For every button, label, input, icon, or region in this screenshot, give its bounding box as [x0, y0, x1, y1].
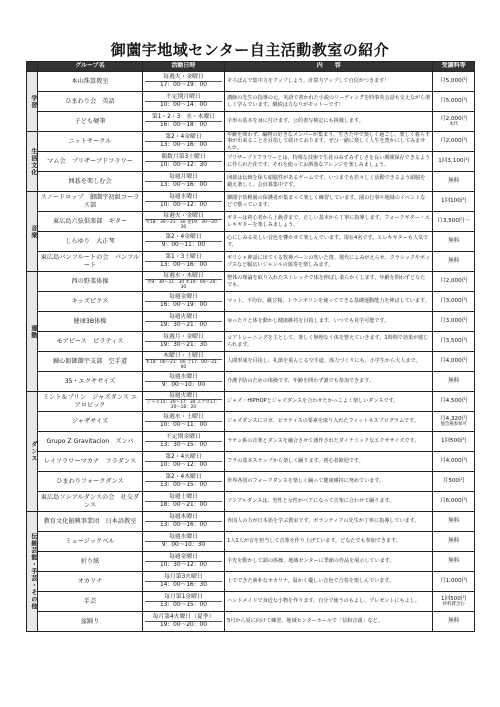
- schedule-cell: [142, 332, 224, 352]
- table-header-row: [27, 62, 475, 72]
- fee: [433, 612, 475, 632]
- fee-value: 1回500円: [440, 438, 467, 445]
- group-name: 東広島六弦倶楽部 ギター: [38, 212, 143, 232]
- group-name: 本山珠算教室: [38, 72, 143, 92]
- group-name: 東広島バンフルートの会 パンフルート: [38, 252, 143, 272]
- schedule-cell: [142, 192, 224, 212]
- fee: [433, 592, 475, 612]
- schedule-time: 16：00～19：00: [159, 302, 207, 308]
- table-row: [27, 572, 475, 592]
- schedule-time: 13：00～15：00: [159, 602, 207, 608]
- fee-value: 無料: [448, 558, 460, 565]
- fee-value: 月4,000円: [440, 358, 468, 365]
- header-group: グループ名: [38, 62, 143, 72]
- description: 世界各国のフォークダンスを楽しく踊って健康維持に努めています。: [225, 472, 433, 492]
- fee: [433, 92, 475, 112]
- description: コアトレーニングを主として、楽しく無理なく体を整えていきます。1時間で効果が感じられます。: [225, 332, 433, 352]
- group-name: キッズピクス: [38, 292, 143, 312]
- description: ソシアルダンスは、男性と女性がペアになって音楽に合わせて踊ります。: [225, 492, 433, 512]
- description: フラの基本ステップから楽しく踊ります。初心者歓迎です。: [225, 452, 433, 472]
- table-row: [27, 612, 475, 632]
- group-name: 健康3B体操: [38, 312, 143, 332]
- fee-value: 月1,000円: [440, 578, 468, 585]
- fee: [433, 192, 475, 212]
- fee: [433, 292, 475, 312]
- fee-value: 月3,500円: [440, 338, 468, 345]
- fee: [433, 152, 475, 172]
- table-row: [27, 132, 475, 152]
- schedule-day: 毎週土曜日: [145, 494, 222, 502]
- schedule-day: 毎週水・土曜日: [145, 414, 222, 422]
- schedule-cell: [142, 352, 224, 372]
- table-row: [27, 172, 475, 192]
- description: 心にしみる美しい音色を響かせて楽しんでいます。現在4名です。エレキギターも人気です。: [225, 232, 433, 252]
- fee-note: 他会場参加可: [440, 422, 467, 428]
- schedule-time: 水9：30～11：30 木19：00～20：30: [147, 280, 220, 291]
- fee: [433, 252, 475, 272]
- schedule-day: 第1・2・3 水・木曜日: [145, 114, 222, 122]
- description: 土でできた素朴なオカリナ。温かく優しい音色で合奏を楽しんでいます。: [225, 572, 433, 592]
- description: ラテン系の音楽とダンスを融合させて創作されたダイナミックなエクササイズです。: [225, 432, 433, 452]
- schedule-day: 毎週水曜日: [145, 194, 222, 202]
- fee: [433, 452, 475, 472]
- description: そろばんで集中力をアップしよう。計算力アップして自信がつきます！: [225, 72, 433, 92]
- schedule-day: 毎週火・金曜日: [145, 74, 222, 82]
- schedule-time: 9：00～10：30: [161, 542, 206, 548]
- table-row: [27, 532, 475, 552]
- table-row: [27, 92, 475, 112]
- schedule-time: 13：00～15：00: [159, 482, 207, 488]
- group-name: 35・エクササイズ: [38, 372, 143, 392]
- schedule-day: 毎週木曜日: [145, 514, 222, 522]
- fee: [433, 332, 475, 352]
- category-label: [27, 192, 38, 272]
- fee-value: 無料: [448, 518, 460, 525]
- schedule-time: 9：00～11：00: [161, 242, 206, 248]
- description: 人間形成を目指し、礼節を重んじる空手道。体力づくりにも。小学生から大人まで。: [225, 352, 433, 372]
- schedule-day: 毎週水・木曜日: [145, 273, 222, 281]
- description: 外国人の方が日本語を学ぶ教室です。ボランティアの先生が丁寧に指導しています。: [225, 512, 433, 532]
- category-label: [27, 512, 38, 632]
- schedule-cell: [142, 72, 224, 92]
- group-name: ジャザサイズ: [38, 412, 143, 432]
- group-name: オカリナ: [38, 572, 143, 592]
- schedule-cell: [142, 552, 224, 572]
- fee-value: 1回100円: [440, 198, 467, 205]
- group-name: 折り紙: [38, 552, 143, 572]
- description: 御薗宇幼稚園の保護者が集まって楽しく練習しています。園の行事や地域のイベントなどで歌っています。: [225, 192, 433, 212]
- schedule-time: 13：30～15：00: [159, 442, 207, 448]
- fee: [433, 432, 475, 452]
- schedule-time: 19：00～20：00: [159, 622, 207, 628]
- table-row: [27, 452, 475, 472]
- category-label-text: 生活文化: [29, 147, 37, 176]
- table-row: [27, 592, 475, 612]
- fee: [433, 172, 475, 192]
- group-name: 錬心館御薗宇支部 空手道: [38, 352, 143, 372]
- fee: [433, 472, 475, 492]
- schedule-day: 毎月第1金曜日: [145, 594, 222, 602]
- schedule-cell: [142, 212, 224, 232]
- schedule-day: 不定期金曜日: [145, 434, 222, 442]
- fee: [433, 72, 475, 92]
- fee-value: 月3,000円: [440, 298, 468, 305]
- page-title: 御薗宇地域センター自主活動教室の紹介: [110, 41, 390, 59]
- table-row: [27, 252, 475, 272]
- fee: [433, 412, 475, 432]
- schedule-time: 13：00～16：00: [159, 182, 207, 188]
- fee-value: 無料: [448, 238, 460, 245]
- table-row: [27, 392, 475, 412]
- description: マット、平均台、跳び箱、トランポリンを使ってできる基礎運動能力を伸ばしています。: [225, 292, 433, 312]
- group-name: ミント＆プリン ジャズダンス エアロビック: [38, 392, 143, 412]
- group-name: モアピース ピラティス: [38, 332, 143, 352]
- schedule-day: 偶数月第3土曜日: [145, 154, 222, 162]
- schedule-time: 19：30～21：00: [159, 322, 207, 328]
- fee: [433, 372, 475, 392]
- schedule-cell: [142, 272, 224, 292]
- group-name: マム会 プリザーブドフラワー: [38, 152, 143, 172]
- schedule-cell: [142, 92, 224, 112]
- table-row: [27, 472, 475, 492]
- table-row: [27, 372, 475, 392]
- schedule-cell: [142, 252, 224, 272]
- fee-value: 無料: [448, 378, 460, 385]
- description: 介護予防のための体操です。年齢を問わず誰でも参加できます。: [225, 372, 433, 392]
- description: ギターは初心者から上級者まで、正しい基本から丁寧に指導します。フォークギター・エレキギターを楽しみましょう。: [225, 212, 433, 232]
- fee-value: 月3,500円～: [437, 218, 471, 225]
- schedule-cell: [142, 112, 224, 132]
- schedule-day: 毎週金曜日: [145, 294, 222, 302]
- category-label: [27, 132, 38, 192]
- fee-value: 無料: [448, 258, 460, 265]
- schedule-day: 第2・4金曜日: [145, 134, 222, 142]
- description: 1人1人が音を担当して音楽を作り上げています。どなたでも参加できます。: [225, 532, 433, 552]
- schedule-time: 10：00～12：30: [159, 162, 207, 168]
- table-row: [27, 552, 475, 572]
- schedule-day: 毎週水曜日: [145, 374, 222, 382]
- schedule-table: [26, 61, 475, 632]
- schedule-cell: [142, 232, 224, 252]
- schedule-day: 不定期月曜日: [145, 94, 222, 102]
- table-row: [27, 492, 475, 512]
- schedule-cell: [142, 452, 224, 472]
- header-content: 内 容: [225, 62, 433, 72]
- group-name: 教育文化振興事業団 日本語教室: [38, 512, 143, 532]
- fee-value: 無料: [448, 178, 460, 185]
- group-name: しらゆり 大正琴: [38, 232, 143, 252]
- description: ゆったりと体を動かし健康維持を目指します。いつでも見学可能です。: [225, 312, 433, 332]
- group-name: 子ども硬筆: [38, 112, 143, 132]
- category-label: [27, 72, 38, 132]
- schedule-day: 毎月第3火曜日: [145, 574, 222, 582]
- fee: [433, 312, 475, 332]
- schedule-time: 16：00～18：00: [159, 122, 207, 128]
- schedule-time: 10：30～12：00: [159, 562, 207, 568]
- fee: [433, 492, 475, 512]
- fee: [433, 512, 475, 532]
- fee-value: 無料: [448, 618, 460, 625]
- table-row: [27, 412, 475, 432]
- table-row: [27, 152, 475, 172]
- schedule-time: 木18：00～21：00 土17：00～21：00: [145, 360, 222, 371]
- fee-value: 月2,000円: [440, 138, 468, 145]
- fee: [433, 352, 475, 372]
- group-name: ひまわり会 英語: [38, 92, 143, 112]
- schedule-time: 13：00～16：00: [159, 522, 207, 528]
- fee-value: 月4,500円: [440, 398, 468, 405]
- schedule-day: 毎週月曜日: [145, 174, 222, 182]
- fee: [433, 132, 475, 152]
- fee-value: 1回3,100円: [438, 158, 470, 165]
- schedule-cell: [142, 372, 224, 392]
- schedule-cell: [142, 412, 224, 432]
- description: ジャズ・HIPHOPとジャズダンスを合わせたかっこよく楽しいダンスです。: [225, 392, 433, 412]
- header-category: [27, 62, 38, 72]
- category-label: [27, 272, 38, 392]
- table-row: [27, 212, 475, 232]
- schedule-cell: [142, 592, 224, 612]
- description: 年齢を問わず、編物の好きなメンバーが集まり、生きた中で楽しく過ごし、楽しく暮らす事が出来ることを目指して続けております。ぜひ一緒に楽しく人生を豊かにしてみませんか。: [225, 132, 433, 152]
- category-label-text: ダンス: [29, 441, 37, 462]
- schedule-day: 第2・4金曜日: [145, 234, 222, 242]
- schedule-time: 火18：30～21：30 金19：30～20：30: [145, 220, 222, 231]
- category-label-text: 運動: [29, 324, 37, 339]
- fee-value: 月3,000円: [440, 318, 468, 325]
- schedule-time: ジャズ15：30～17：30 エアロ17：30～18：20: [146, 400, 221, 411]
- schedule-day: 毎週月・金曜日: [145, 334, 222, 342]
- table-row: [27, 332, 475, 352]
- table-row: [27, 512, 475, 532]
- schedule-cell: [142, 492, 224, 512]
- schedule-time: 17：00～19：00: [159, 82, 207, 88]
- fee-value: 月4,000円: [440, 458, 468, 465]
- schedule-cell: [142, 152, 224, 172]
- schedule-day: 木曜日・土曜日: [145, 353, 222, 361]
- fee-note: 材料費含む: [442, 602, 465, 608]
- schedule-cell: [142, 512, 224, 532]
- schedule-day: 毎月第4火曜日（夏季）: [145, 614, 222, 622]
- schedule-time: 18：00～21：00: [159, 502, 207, 508]
- description: 整体の理論を取り入れたストレッチで体を伸ばし柔らかくします。年齢を問わずどなたでも。: [225, 272, 433, 292]
- schedule-cell: [142, 532, 224, 552]
- category-label: [27, 392, 38, 512]
- fee-note: 本代: [449, 122, 459, 128]
- group-name: レイフラワーマカナ フラダンス: [38, 452, 143, 472]
- group-name: 手芸: [38, 592, 143, 612]
- table-row: [27, 112, 475, 132]
- description: ハンドメイドで身近な小物を作ります。自分で使うのもよし、プレゼントにもよし。: [225, 592, 433, 612]
- schedule-day: 第2・4木曜日: [145, 474, 222, 482]
- schedule-cell: [142, 432, 224, 452]
- schedule-cell: [142, 392, 224, 412]
- table-row: [27, 432, 475, 452]
- category-label-text: 学習: [29, 94, 37, 109]
- table-row: [27, 72, 475, 92]
- description: 講師の先生の指導の元、英語で書かれた小説のリーディングを時事英会話も交えながら楽しく学んでいます。継続は力なりがモットーです！: [225, 92, 433, 112]
- group-name: ミュージックベル: [38, 532, 143, 552]
- schedule-time: 13：00～16：00: [159, 142, 207, 148]
- group-name: スノードロップ 御薗宇初級コーラス部: [38, 192, 143, 212]
- table-body: [27, 72, 475, 632]
- schedule-day: 毎週水曜日: [145, 534, 222, 542]
- schedule-time: 10：00～12：00: [159, 202, 207, 208]
- table-row: [27, 292, 475, 312]
- fee-value: 月2,000円: [440, 115, 468, 122]
- header-schedule: 活動日時: [142, 62, 224, 72]
- fee: [433, 272, 475, 292]
- group-name: 囲碁を楽しむ会: [38, 172, 143, 192]
- schedule-cell: [142, 472, 224, 492]
- table-row: [27, 272, 475, 292]
- category-label-text: 伝統芸能・手芸・その他: [29, 533, 37, 610]
- schedule-time: 9：00～10：00: [161, 382, 206, 388]
- schedule-day: 毎週火曜日: [145, 314, 222, 322]
- fee-value: 月6,000円: [440, 498, 468, 505]
- group-name: ひまわりフォークダンス: [38, 472, 143, 492]
- schedule-cell: [142, 312, 224, 332]
- fee: [433, 232, 475, 252]
- table-row: [27, 312, 475, 332]
- schedule-cell: [142, 292, 224, 312]
- fee-value: 1回500円: [440, 595, 467, 602]
- group-name: 西の野菜体操: [38, 272, 143, 292]
- schedule-time: 10：00～14：00: [159, 102, 207, 108]
- schedule-cell: [142, 172, 224, 192]
- description: 手先を動かして頭の体操、地域センターに季節の作品を展示しています。: [225, 552, 433, 572]
- schedule-time: 14：00～16：30: [159, 582, 207, 588]
- schedule-day: 毎週火・金曜日: [145, 213, 222, 221]
- schedule-time: 19：30～21：30: [159, 342, 207, 348]
- description: 字形の基本を身に付けます。公的書写検定にも挑戦します。: [225, 112, 433, 132]
- fee-value: 月500円: [442, 478, 465, 485]
- header-fee: 受講料等: [433, 62, 475, 72]
- description: ギリシャ神話に出てくる牧神パーンの吹いた笛。現代によみがえらせ、クラシックやポップスなど幅広いジャンルの演奏を楽しみます。: [225, 252, 433, 272]
- table-row: [27, 232, 475, 252]
- schedule-day: 第1・3土曜日: [145, 254, 222, 262]
- description: プリザーブドフラワーとは、特殊な技術で生花のみずみずしさを長い期間保存できるように作られた花です。それを使ってお洒落なアレンジを楽しみましょう。: [225, 152, 433, 172]
- schedule-day: 毎週金曜日: [145, 554, 222, 562]
- schedule-cell: [142, 572, 224, 592]
- description: ジャズダンスにヨガ、ピラティスの要素を取り入れたフィットネスプログラムです。: [225, 412, 433, 432]
- fee-value: 月5,000円: [440, 78, 468, 85]
- schedule-day: 第2・4火曜日: [145, 454, 222, 462]
- category-label-text: 音楽: [29, 224, 37, 239]
- fee-value: 月4,320円: [440, 415, 468, 422]
- fee-value: 無料: [448, 538, 460, 545]
- table-row: [27, 352, 475, 372]
- schedule-cell: [142, 612, 224, 632]
- fee: [433, 392, 475, 412]
- schedule-day: 毎週火曜日: [145, 393, 222, 401]
- schedule-cell: [142, 132, 224, 152]
- group-name: Grupo Z Gravitacion ズンバ: [38, 432, 143, 452]
- schedule-time: 13：00～16：00: [159, 262, 207, 268]
- description: 囲碁は伝統を保ち頭脳性があるゲームです。いつまでも若々しく活動できるよう頭脳を鍛え楽しく、会員募集中です。: [225, 172, 433, 192]
- table-row: [27, 192, 475, 212]
- schedule-time: 10：00～11：00: [159, 422, 207, 428]
- fee: [433, 112, 475, 132]
- fee-value: 月2,000円: [440, 278, 468, 285]
- description: 5月から夏に向けて練習。地域センターホールで「信和音頭」など。: [225, 612, 433, 632]
- fee: [433, 552, 475, 572]
- group-name: 東広島ソシアルダンスの会 社交ダンス: [38, 492, 143, 512]
- fee-value: 月5,000円: [440, 98, 468, 105]
- fee: [433, 212, 475, 232]
- schedule-time: 10：00～12：00: [159, 462, 207, 468]
- group-name: ニットサークル: [38, 132, 143, 152]
- fee: [433, 572, 475, 592]
- fee: [433, 532, 475, 552]
- group-name: 盆踊り: [38, 612, 143, 632]
